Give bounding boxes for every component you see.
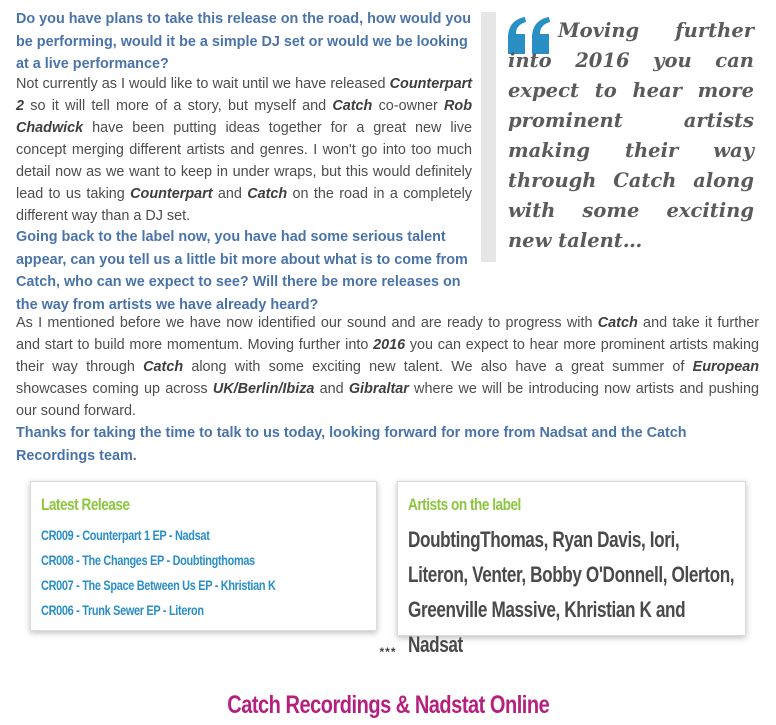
release-list: [41, 523, 342, 623]
interview-question-2: Going back to the label now, you have had some serious talent appear, can you tell us a little bit more about what is to come from Catch, who can we expect to see? Will there be more releases on the way from artists we have already heard?: [16, 229, 468, 313]
interview-question-1: Do you have plans to take this release on the road, how would you be performing, would it be a simple DJ set or would we be looking at a live performance?: [16, 11, 471, 72]
interview-answer-1: Not currently as I would like to wait until we have released Counterpart 2 so it will tell more of a story, but myself and Catch co-owner Rob Chadwick have been putting ideas together for a great new live concept merging different artists and genres. I won't go into too much detail now as we want to keep in under wraps, but this would definitely lead to us taking Counterpart and Catch on the road in a completely different way than a DJ set.: [16, 76, 473, 224]
interview-closing: Thanks for taking the time to talk to us today, looking forward for more from Nadsat and the Catch Recordings team.: [16, 425, 687, 464]
artists-list: DoubtingThomas, Ryan Davis, Iori, Literon, Venter, Bobby O'Donnell, Olerton, Greenville Massive, Khristian K and Nadsat: [408, 527, 735, 657]
release-link[interactable]: CR006 - Trunk Sewer EP - Literon: [41, 602, 204, 618]
interview-answer-2: As I mentioned before we have now identified our sound and are ready to progress with Catch and take it further and start to build more momentum. Moving further into 2016 you can expect to hear more prominent artists making their way through Catch along with some exciting new talent. We also have a great summer of European showcases coming up across UK/Berlin/Ibiza and Gibraltar where we will be introducing now artists and pushing our sound forward.: [16, 315, 759, 419]
section-separator: ***: [379, 645, 397, 659]
artists-card: [397, 481, 746, 657]
latest-release-card: [30, 481, 377, 631]
pull-quote: [481, 12, 754, 262]
footer-heading-text: Catch Recordings & Nadstat Online: [227, 691, 549, 719]
artists-title: Artists on the label: [408, 495, 521, 514]
release-link[interactable]: CR009 - Counterpart 1 EP - Nadsat: [41, 527, 210, 543]
latest-release-title: Latest Release: [41, 495, 130, 514]
release-link[interactable]: CR008 - The Changes EP - Doubtingthomas: [41, 552, 255, 568]
footer-heading: [0, 688, 776, 722]
release-link[interactable]: CR007 - The Space Between Us EP - Khristian K: [41, 577, 276, 593]
pull-quote-text: Moving further into 2016 you can expect to hear more prominent artists making their way through Catch along with some exciting new talent…: [508, 19, 754, 252]
